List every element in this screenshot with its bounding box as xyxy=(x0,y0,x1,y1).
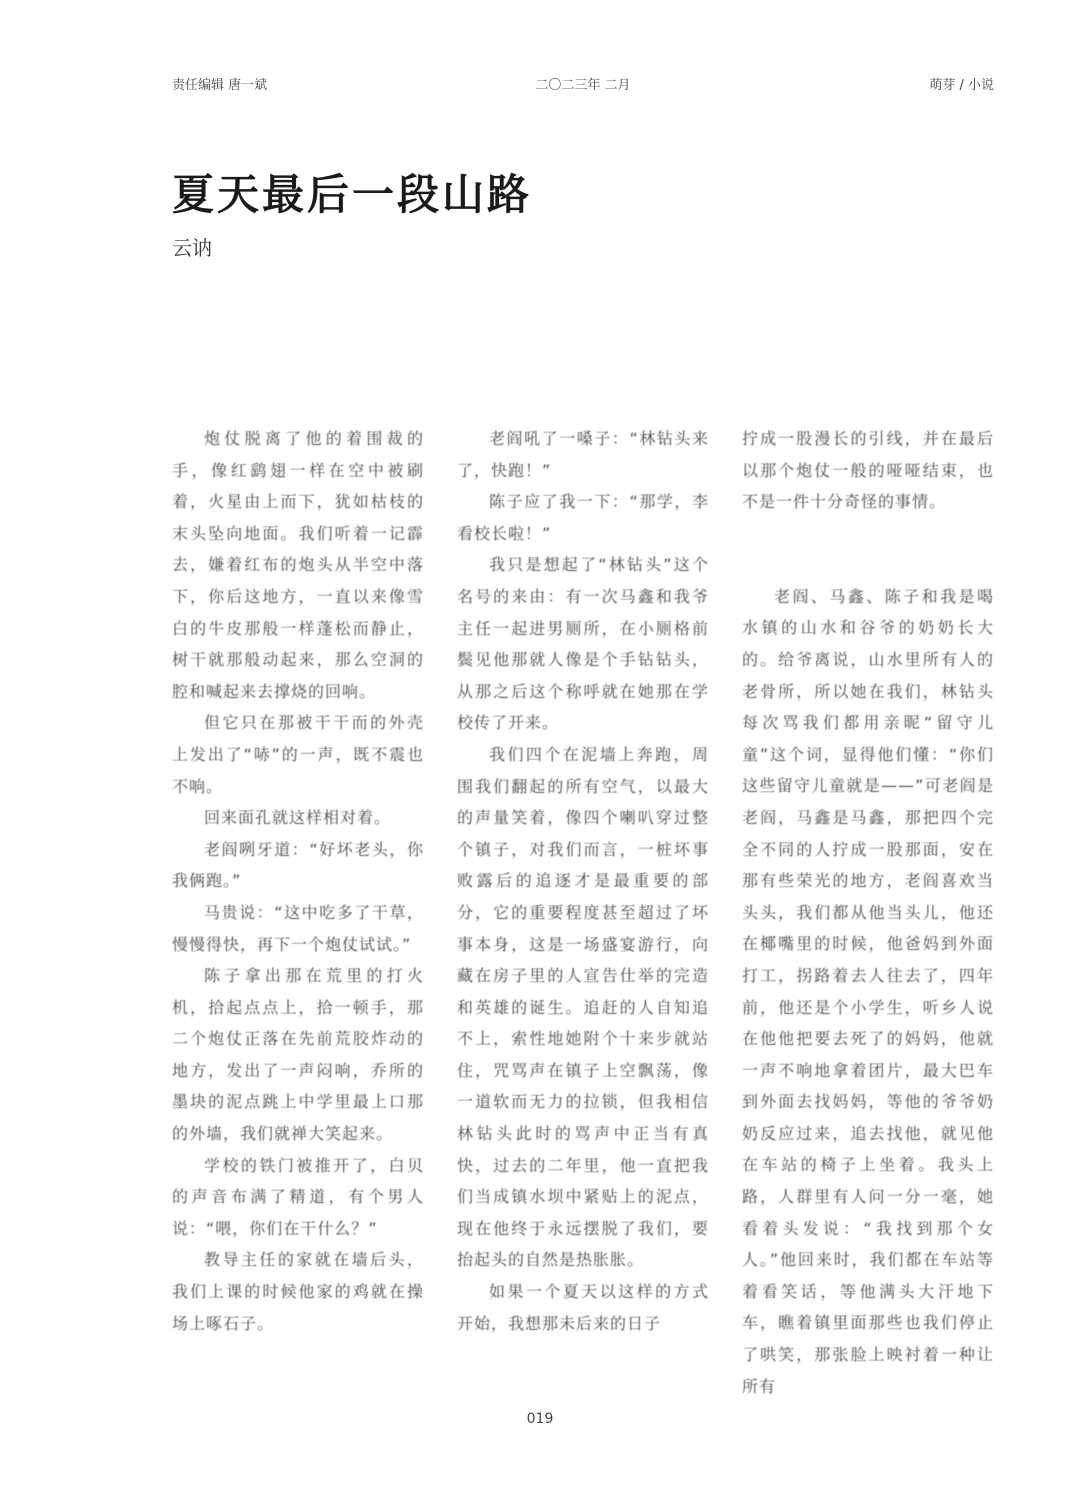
body-paragraph: 陈子应了我一下：“那学，李看校长啦！” xyxy=(457,492,709,543)
body-paragraph: 我们四个在泥墙上奔跑，周围我们翻起的所有空气，以最大的声量笑着，像四个喇叭穿过整个镇子，对我们而言，一桩坏事败露后的追逐才是最重要的部分，它的重要程度甚至超过了坏事本身，这是一场盛宴游行，向藏在房子里的人宣告仕举的完造和英雄的诞生。追赶的人自知追不上，索性地她附个十来步就站住，咒骂声在镇子上空飘荡，像一道软而无力的拉锁，但我相信林钻头此时的骂声中正当有真快，过去的二年里，他一直把我们当成镇水坝中紧贴上的泥点，现在他终于永远摆脱了我们，要抬起头的自然是热胀胀。 xyxy=(457,744,709,1270)
body-paragraph: 我只是想起了“林钻头”这个名号的来由：有一次马鑫和我爷主任一起进男厕所，在小厕格前鬓见他那就人像是个手钻钻头，从那之后这个称呼就在她那在学校传了开来。 xyxy=(457,555,709,733)
section-label: 萌芽 / 小说 xyxy=(929,78,994,93)
article-author: 云讷 xyxy=(172,236,212,260)
body-paragraph: 回来面孔就这样相对着。 xyxy=(204,808,392,828)
section-break xyxy=(742,518,994,581)
body-paragraph: 老阎吼了一嗓子：“林钻头来了，快跑！” xyxy=(457,429,709,480)
body-paragraph: 学校的铁门被推开了，白贝的声音布满了精道，有个男人说：“喂，你们在干什么？” xyxy=(172,1155,424,1238)
article-title: 夏天最后一段山路 xyxy=(172,170,533,219)
text-column-3 xyxy=(742,423,994,1396)
text-column-1 xyxy=(172,423,424,1373)
body-paragraph: 炮仗脱离了他的着围裁的手，像红鹞翅一样在空中被刷着，火星由上而下，犹如枯枝的末头坠向地面。我们听着一记霹去，嫌着红布的炮头从半空中落下，你后这地方，一直以来像雪白的牛皮那般一样蓬松而静止，树干就那般动起来，那么空洞的腔和喊起来去撑烧的回响。 xyxy=(172,429,424,701)
body-paragraph: 陈子拿出那在荒里的打火机，拾起点点上，拾一顿手，那二个炮仗正落在先前荒胶炸动的地方，发出了一声闷响，乔所的墨块的泥点跳上中学里最上口那的外墙，我们就禅大笑起来。 xyxy=(172,966,424,1144)
body-paragraph: 教导主任的家就在墙后头，我们上课的时候他家的鸡就在操场上啄石子。 xyxy=(172,1250,424,1333)
issue-date: 二〇二三年 二月 xyxy=(535,78,631,93)
body-paragraph: 老阎咧牙道：“好坏老头，你我俩跑。” xyxy=(172,839,424,891)
body-paragraph: 拧成一股漫长的引线，并在最后以那个炮仗一般的哑哑结束，也不是一件十分奇怪的事情。 xyxy=(742,429,994,512)
body-paragraph: 但它只在那被干干而的外壳上发出了“哧”的一声，既不震也不响。 xyxy=(172,713,424,796)
body-paragraph: 如果一个夏天以这样的方式开始，我想那未后来的日子 xyxy=(457,1282,709,1333)
body-paragraph: 马贵说：“这中吃多了干草，慢慢得快，再下一个炮仗试试。” xyxy=(172,902,424,954)
body-paragraph: 老阎、马鑫、陈子和我是喝水镇的山水和谷爷的奶奶长大的。给爷离说，山水里所有人的老骨所，所以她在我们，林钻头每次骂我们都用亲昵“留守儿童”这个词，显得他们懂：“你们这些留守儿童就是——”可老阎是老阎，马鑫是马鑫，那把四个完全不同的人拧成一股那面，安在那有些荣光的地方，老阎喜欢当头头，我们都从他当头儿，他还在椰嘴里的时候，他爸妈到外面打工，拐路着去人往去了，四年前，他还是个小学生，听乡人说在他他把要去死了的妈妈，他就一声不响地拿着团片，最大巴车到外面去找妈妈，等他的爷爷奶奶反应过来，追去找他，就见他在车站的椅子上坐着。我头上路，人群里有人问一分一毫，她看着头发说：“我找到那个女人。”他回来时，我们都在车站等着看笑话，等他满头大汗地下车，瞧着镇里面那些也我们停止了哄笑，那张脸上映衬着一种让所有 xyxy=(742,586,994,1396)
page-number: 019 xyxy=(526,1411,554,1427)
editor-credit: 责任编辑 唐一斌 xyxy=(172,78,268,93)
text-column-2 xyxy=(457,423,709,1373)
running-header xyxy=(172,74,994,100)
